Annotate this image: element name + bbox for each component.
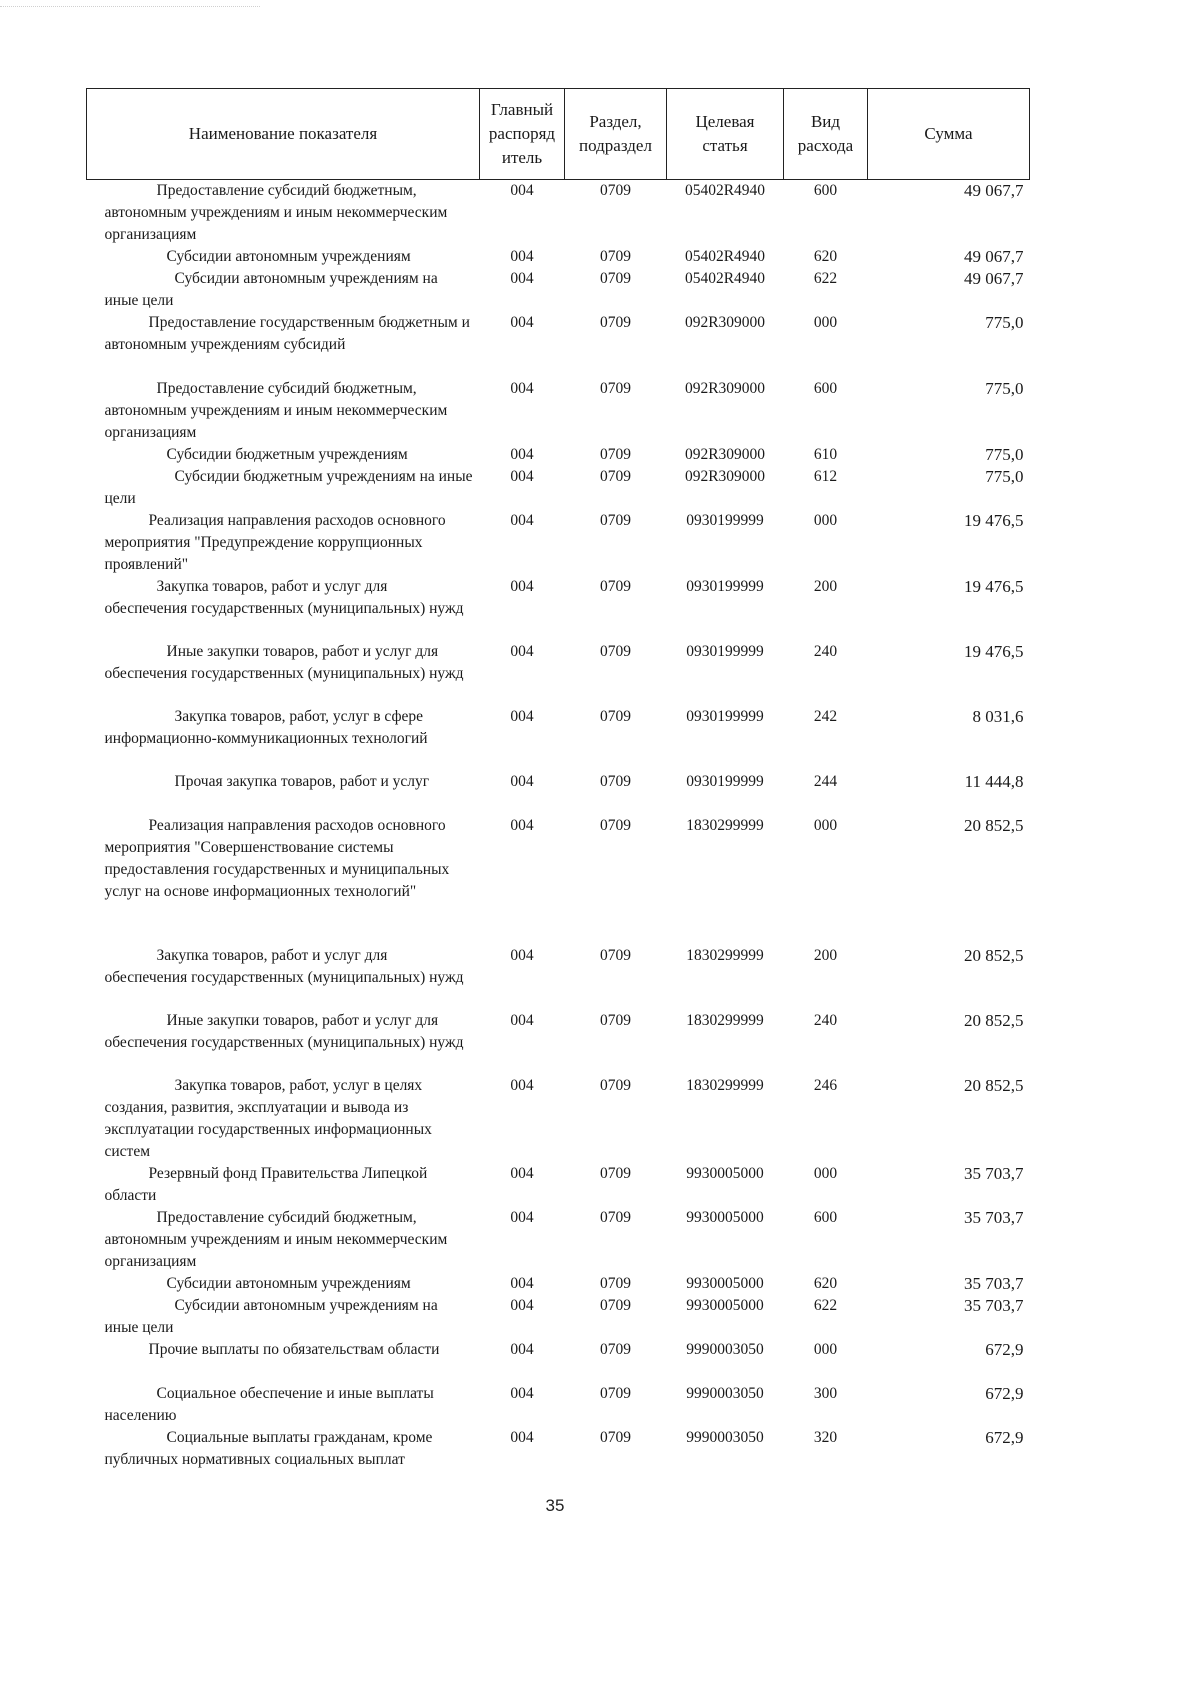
row-summa: 20 852,5 (964, 946, 1024, 965)
row-razdel: 0709 (600, 270, 631, 287)
row-glavny-rasporyaditel: 004 (510, 1077, 534, 1094)
row-name: Прочая закупка товаров, работ и услуг (174, 773, 430, 790)
row-celevaya-statya: 092R309000 (684, 468, 766, 485)
row-name: Иные закупки товаров, работ и услуг для обеспечения государственных (муниципальных) нужд (104, 643, 464, 682)
table-row (87, 378, 1030, 444)
row-razdel: 0709 (600, 182, 631, 199)
row-vid-rashoda: 000 (813, 512, 838, 529)
table-row (87, 268, 1030, 312)
header-glavny-rasporyaditel: Главный распоряд итель (480, 89, 565, 180)
row-razdel: 0709 (600, 314, 631, 331)
row-razdel: 0709 (600, 947, 631, 964)
row-glavny-rasporyaditel: 004 (510, 446, 534, 463)
row-razdel: 0709 (600, 1165, 631, 1182)
table-row (87, 1207, 1030, 1273)
row-vid-rashoda: 622 (813, 1297, 838, 1314)
row-celevaya-statya: 9990003050 (686, 1429, 764, 1446)
table-row (87, 815, 1030, 945)
row-glavny-rasporyaditel: 004 (510, 643, 534, 660)
row-vid-rashoda: 240 (813, 643, 838, 660)
row-summa: 20 852,5 (964, 816, 1024, 835)
table-row (87, 1075, 1030, 1163)
row-name: Прочие выплаты по обязательствам области (148, 1341, 440, 1358)
row-summa: 19 476,5 (964, 511, 1024, 530)
row-vid-rashoda: 000 (813, 314, 838, 331)
table-row (87, 312, 1030, 378)
row-celevaya-statya: 092R309000 (684, 380, 766, 397)
header-vid-rashoda: Вид расхода (784, 89, 868, 180)
row-razdel: 0709 (600, 773, 631, 790)
row-vid-rashoda: 600 (813, 1209, 838, 1226)
row-summa: 775,0 (985, 313, 1024, 332)
table-row (87, 1295, 1030, 1339)
row-celevaya-statya: 9990003050 (686, 1341, 764, 1358)
table-row (87, 444, 1030, 466)
row-name: Закупка товаров, работ и услуг для обеспечения государственных (муниципальных) нужд (104, 947, 464, 986)
row-glavny-rasporyaditel: 004 (510, 1209, 534, 1226)
row-vid-rashoda: 300 (813, 1385, 838, 1402)
page-number: 35 (545, 1496, 565, 1515)
row-celevaya-statya: 1830299999 (686, 947, 764, 964)
row-summa: 35 703,7 (964, 1296, 1024, 1315)
row-celevaya-statya: 9930005000 (686, 1275, 764, 1292)
row-vid-rashoda: 000 (813, 1341, 838, 1358)
row-razdel: 0709 (600, 1297, 631, 1314)
row-glavny-rasporyaditel: 004 (510, 817, 534, 834)
row-vid-rashoda: 600 (813, 182, 838, 199)
row-name: Предоставление субсидий бюджетным, автономным учреждениям и иным некоммерческим организациям (104, 1209, 448, 1270)
row-razdel: 0709 (600, 512, 631, 529)
row-name: Реализация направления расходов основного мероприятия "Предупреждение коррупционных проявлений" (104, 512, 446, 573)
row-name: Предоставление государственным бюджетным и автономным учреждениям субсидий (104, 314, 470, 353)
row-razdel: 0709 (600, 643, 631, 660)
table-row (87, 641, 1030, 706)
row-name: Субсидии автономным учреждениям (166, 1275, 411, 1292)
row-vid-rashoda: 620 (813, 1275, 838, 1292)
row-name: Предоставление субсидий бюджетным, автономным учреждениям и иным некоммерческим организациям (104, 182, 448, 243)
row-vid-rashoda: 200 (813, 947, 838, 964)
row-razdel: 0709 (600, 1341, 631, 1358)
row-glavny-rasporyaditel: 004 (510, 248, 534, 265)
row-vid-rashoda: 620 (813, 248, 838, 265)
header-celevaya-statya: Целевая статья (667, 89, 784, 180)
table-row (87, 771, 1030, 815)
row-glavny-rasporyaditel: 004 (510, 314, 534, 331)
row-glavny-rasporyaditel: 004 (510, 773, 534, 790)
table-row (87, 1163, 1030, 1207)
row-razdel: 0709 (600, 1429, 631, 1446)
row-name: Субсидии автономным учреждениям на иные цели (104, 1297, 438, 1336)
row-celevaya-statya: 0930199999 (686, 512, 764, 529)
table-row (87, 1339, 1030, 1383)
row-name: Закупка товаров, работ и услуг для обеспечения государственных (муниципальных) нужд (104, 578, 464, 617)
row-celevaya-statya: 1830299999 (686, 1012, 764, 1029)
scan-artifact-line (0, 6, 260, 9)
row-celevaya-statya: 0930199999 (686, 578, 764, 595)
row-vid-rashoda: 242 (813, 708, 838, 725)
row-celevaya-statya: 05402R4940 (684, 270, 766, 287)
row-vid-rashoda: 000 (813, 1165, 838, 1182)
row-summa: 19 476,5 (964, 577, 1024, 596)
row-summa: 20 852,5 (964, 1011, 1024, 1030)
row-celevaya-statya: 0930199999 (686, 773, 764, 790)
table-row (87, 1383, 1030, 1427)
row-summa: 49 067,7 (964, 247, 1024, 266)
header-razdel: Раздел, подраздел (565, 89, 667, 180)
table-body (87, 180, 1030, 1494)
row-razdel: 0709 (600, 1209, 631, 1226)
row-glavny-rasporyaditel: 004 (510, 1165, 534, 1182)
row-name: Субсидии автономным учреждениям (166, 248, 411, 265)
budget-table (86, 88, 1030, 1493)
row-celevaya-statya: 1830299999 (686, 817, 764, 834)
row-summa: 8 031,6 (972, 707, 1024, 726)
row-name: Субсидии бюджетным учреждениям на иные цели (104, 468, 473, 507)
row-vid-rashoda: 244 (813, 773, 838, 790)
row-glavny-rasporyaditel: 004 (510, 708, 534, 725)
row-name: Иные закупки товаров, работ и услуг для обеспечения государственных (муниципальных) нужд (104, 1012, 464, 1051)
row-razdel: 0709 (600, 468, 631, 485)
row-razdel: 0709 (600, 708, 631, 725)
row-glavny-rasporyaditel: 004 (510, 947, 534, 964)
row-summa: 672,9 (985, 1428, 1024, 1447)
row-vid-rashoda: 240 (813, 1012, 838, 1029)
row-razdel: 0709 (600, 1012, 631, 1029)
row-razdel: 0709 (600, 578, 631, 595)
row-name: Закупка товаров, работ, услуг в сфере информационно-коммуникационных технологий (104, 708, 428, 747)
row-glavny-rasporyaditel: 004 (510, 1012, 534, 1029)
table-row (87, 1010, 1030, 1075)
row-name: Предоставление субсидий бюджетным, автономным учреждениям и иным некоммерческим организациям (104, 380, 448, 441)
table-row (87, 1427, 1030, 1493)
row-name: Социальное обеспечение и иные выплаты населению (104, 1385, 434, 1424)
row-vid-rashoda: 320 (813, 1429, 838, 1446)
row-summa: 35 703,7 (964, 1208, 1024, 1227)
row-name: Субсидии автономным учреждениям на иные цели (104, 270, 438, 309)
row-summa: 775,0 (985, 379, 1024, 398)
row-name: Резервный фонд Правительства Липецкой области (104, 1165, 428, 1204)
row-razdel: 0709 (600, 248, 631, 265)
row-summa: 11 444,8 (964, 772, 1024, 791)
row-celevaya-statya: 0930199999 (686, 708, 764, 725)
table-row (87, 706, 1030, 771)
row-razdel: 0709 (600, 817, 631, 834)
row-summa: 20 852,5 (964, 1076, 1024, 1095)
row-glavny-rasporyaditel: 004 (510, 1297, 534, 1314)
row-celevaya-statya: 9930005000 (686, 1165, 764, 1182)
row-vid-rashoda: 000 (813, 817, 838, 834)
row-summa: 775,0 (985, 445, 1024, 464)
row-summa: 672,9 (985, 1384, 1024, 1403)
row-glavny-rasporyaditel: 004 (510, 182, 534, 199)
row-glavny-rasporyaditel: 004 (510, 578, 534, 595)
row-celevaya-statya: 05402R4940 (684, 182, 766, 199)
row-glavny-rasporyaditel: 004 (510, 1341, 534, 1358)
row-vid-rashoda: 612 (813, 468, 838, 485)
table-row (87, 576, 1030, 641)
table-row (87, 510, 1030, 576)
row-glavny-rasporyaditel: 004 (510, 468, 534, 485)
table-row (87, 466, 1030, 510)
row-celevaya-statya: 9930005000 (686, 1297, 764, 1314)
row-vid-rashoda: 610 (813, 446, 838, 463)
row-razdel: 0709 (600, 446, 631, 463)
table-row (87, 180, 1030, 247)
row-glavny-rasporyaditel: 004 (510, 512, 534, 529)
row-summa: 35 703,7 (964, 1274, 1024, 1293)
row-glavny-rasporyaditel: 004 (510, 380, 534, 397)
row-razdel: 0709 (600, 380, 631, 397)
row-summa: 35 703,7 (964, 1164, 1024, 1183)
row-vid-rashoda: 200 (813, 578, 838, 595)
row-name: Реализация направления расходов основного мероприятия "Совершенствование системы предоставления государственных и муниципальных услуг на основе информационных технологий" (104, 817, 450, 900)
table-header-row (87, 89, 1030, 180)
header-name: Наименование показателя (87, 89, 480, 180)
row-glavny-rasporyaditel: 004 (510, 1275, 534, 1292)
table-row (87, 246, 1030, 268)
row-name: Субсидии бюджетным учреждениям (166, 446, 408, 463)
row-razdel: 0709 (600, 1077, 631, 1094)
row-name: Социальные выплаты гражданам, кроме публичных нормативных социальных выплат (104, 1429, 433, 1468)
row-celevaya-statya: 092R309000 (684, 314, 766, 331)
table-row (87, 945, 1030, 1010)
row-razdel: 0709 (600, 1385, 631, 1402)
row-glavny-rasporyaditel: 004 (510, 1385, 534, 1402)
table-row (87, 1273, 1030, 1295)
row-celevaya-statya: 0930199999 (686, 643, 764, 660)
row-vid-rashoda: 622 (813, 270, 838, 287)
row-celevaya-statya: 05402R4940 (684, 248, 766, 265)
row-celevaya-statya: 1830299999 (686, 1077, 764, 1094)
row-summa: 672,9 (985, 1340, 1024, 1359)
row-summa: 775,0 (985, 467, 1024, 486)
row-glavny-rasporyaditel: 004 (510, 270, 534, 287)
row-summa: 19 476,5 (964, 642, 1024, 661)
row-vid-rashoda: 600 (813, 380, 838, 397)
header-summa: Сумма (868, 89, 1030, 180)
row-glavny-rasporyaditel: 004 (510, 1429, 534, 1446)
row-celevaya-statya: 9930005000 (686, 1209, 764, 1226)
row-celevaya-statya: 9990003050 (686, 1385, 764, 1402)
row-razdel: 0709 (600, 1275, 631, 1292)
row-vid-rashoda: 246 (813, 1077, 838, 1094)
row-summa: 49 067,7 (964, 181, 1024, 200)
row-summa: 49 067,7 (964, 269, 1024, 288)
row-name: Закупка товаров, работ, услуг в целях создания, развития, эксплуатации и вывода из эксплуатации государственных информационных систем (104, 1077, 432, 1160)
row-celevaya-statya: 092R309000 (684, 446, 766, 463)
